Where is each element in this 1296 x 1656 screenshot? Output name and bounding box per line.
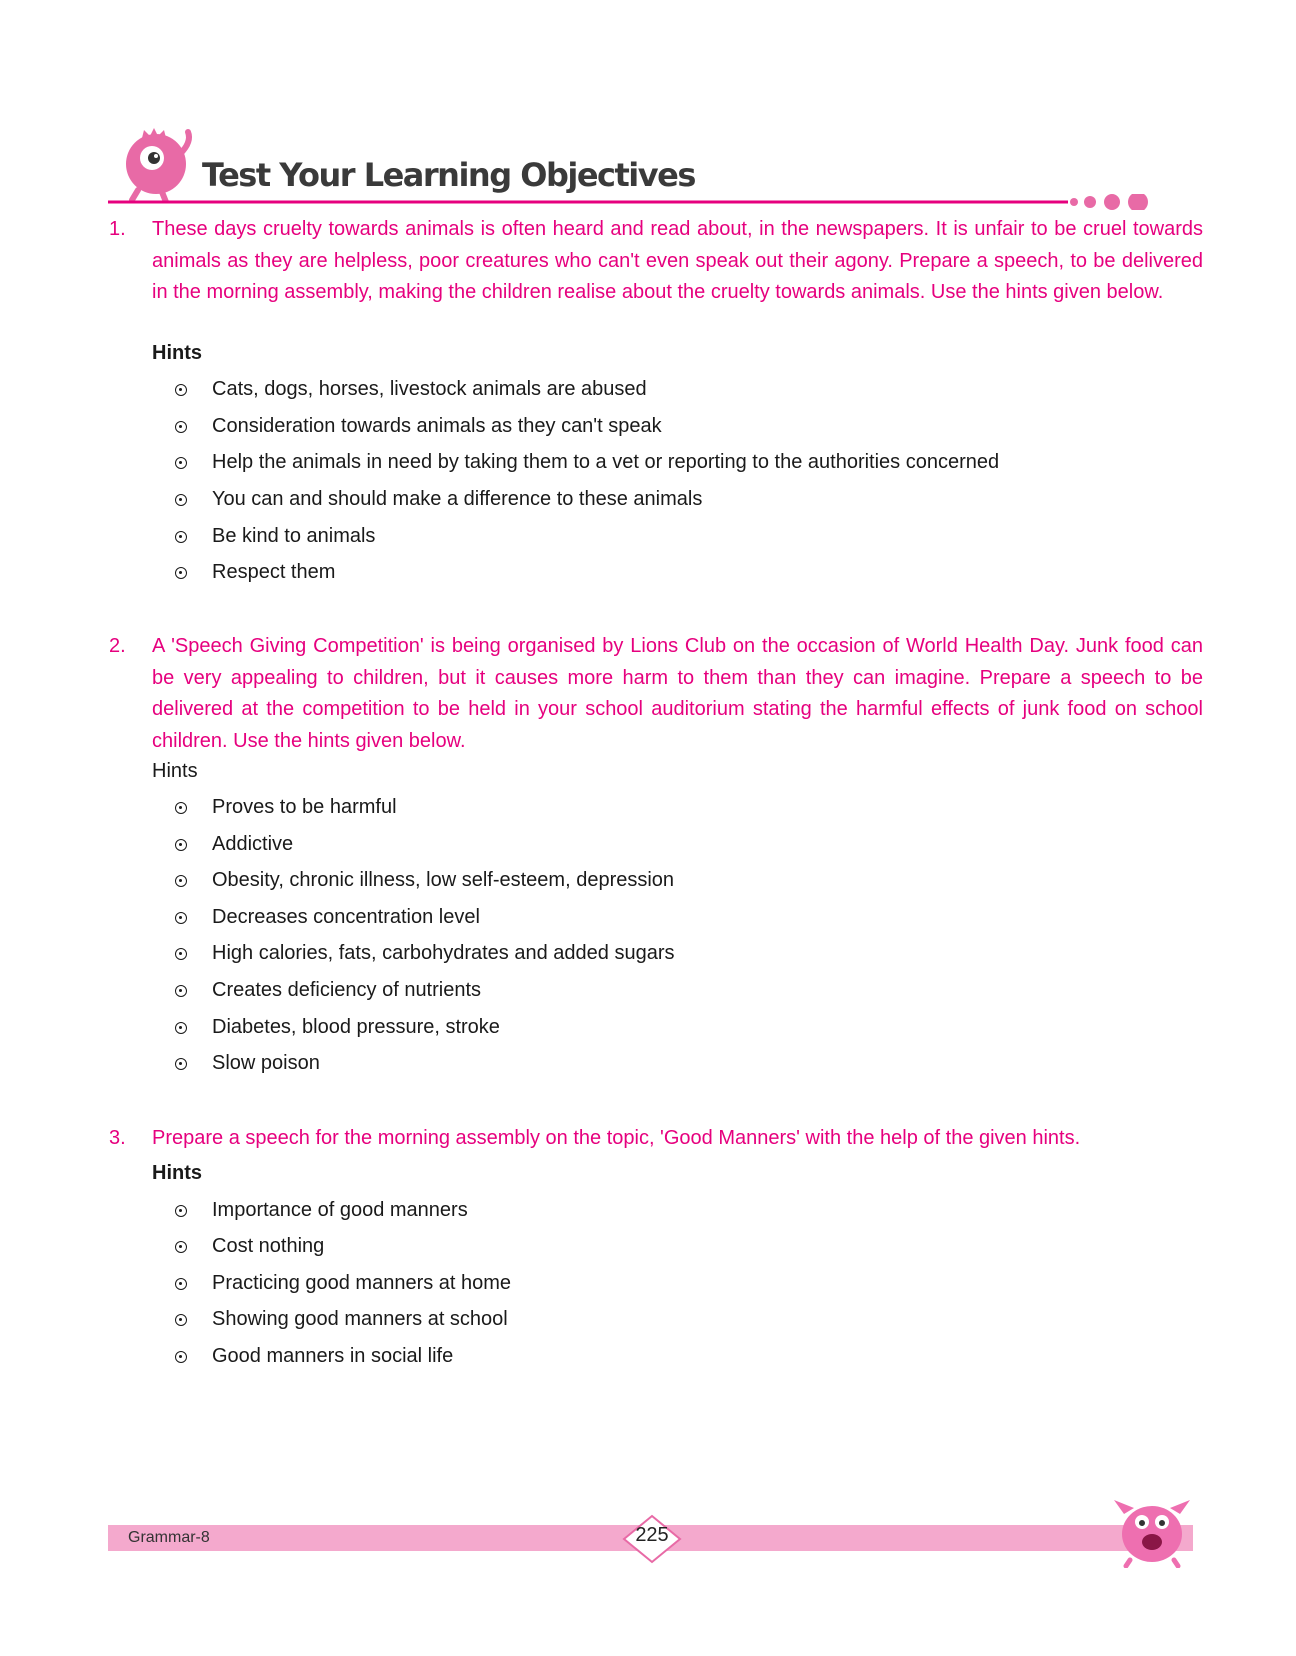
bullet-icon — [175, 912, 187, 924]
question-1 — [109, 214, 1203, 309]
bullet-icon — [175, 948, 187, 960]
question-text: A 'Speech Giving Competition' is being organised by Lions Club on the occasion of World Health Day. Junk food can be very appealing to children, but it causes more harm to them than they can imagine. Prepare a speech to be delivered at the competition to be held in your school auditorium stating the harmful effects of junk food on school children. Use the hints given below. — [152, 635, 1203, 752]
bullet-icon — [175, 384, 187, 396]
pink-mascot-icon — [118, 124, 200, 202]
bullet-icon — [175, 1351, 187, 1363]
bullet-icon — [175, 1241, 187, 1253]
question-number: 2. — [109, 635, 126, 657]
hints-heading: Hints — [152, 1162, 202, 1184]
page-title: Test Your Learning Objectives — [202, 156, 695, 194]
bullet-icon — [175, 839, 187, 851]
question-text: Prepare a speech for the morning assembly on the topic, 'Good Manners' with the help of the given hints. — [152, 1127, 1081, 1149]
bullet-icon — [175, 531, 187, 543]
question-text: These days cruelty towards animals is often heard and read about, in the newspapers. It is unfair to be cruel towards animals as they are helpless, poor creatures who can't even speak out their agony. Prepare a speech, to be delivered in the morning assembly, making the children realise about the cruelty towards animals. Use the hints given below. — [152, 218, 1203, 303]
bullet-icon — [175, 1058, 187, 1070]
bullet-icon — [175, 567, 187, 579]
hints-heading: Hints — [152, 342, 202, 364]
bullet-icon — [175, 802, 187, 814]
question-number: 1. — [109, 218, 126, 240]
bullet-icon — [175, 875, 187, 887]
header-rule — [108, 194, 1203, 210]
bullet-icon — [175, 421, 187, 433]
hints-heading: Hints — [152, 760, 198, 782]
bullet-icon — [175, 1022, 187, 1034]
bullet-icon — [175, 1205, 187, 1217]
question-3 — [109, 1123, 1203, 1155]
section-header — [108, 118, 1203, 208]
bullet-icon — [175, 1278, 187, 1290]
bullet-icon — [175, 1314, 187, 1326]
question-2 — [109, 631, 1203, 757]
question-number: 3. — [109, 1127, 126, 1149]
pink-monster-icon — [1104, 1490, 1199, 1568]
footer-book-title: Grammar-8 — [128, 1529, 210, 1546]
bullet-icon — [175, 985, 187, 997]
bullet-icon — [175, 494, 187, 506]
bullet-icon — [175, 457, 187, 469]
page-number: 225 — [635, 1524, 669, 1546]
